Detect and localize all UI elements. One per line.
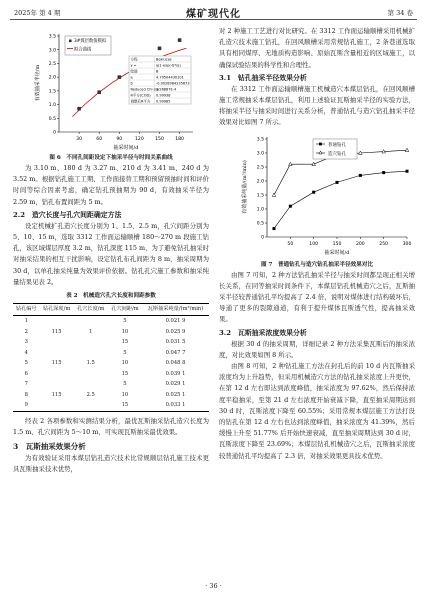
fig6-y-tick-label: 3.5 xyxy=(48,34,56,40)
table-header xyxy=(13,304,209,316)
table-cell xyxy=(74,316,108,327)
table-row xyxy=(13,379,209,390)
col-header: 瓦斯抽采纯量/(m³/min) xyxy=(142,304,209,316)
col-header: 孔穴长度/m xyxy=(74,304,108,316)
table-row xyxy=(13,369,209,380)
fig6-y-tick-label: 2.5 xyxy=(48,62,56,68)
section-heading: 2.2 造穴长度与孔穴间距确定方法 xyxy=(13,210,122,219)
table-cell xyxy=(39,379,73,390)
table-2 xyxy=(13,303,209,412)
table-cell: 0.031 5 xyxy=(165,339,186,346)
table-cell: 0.021 9 xyxy=(165,318,186,325)
fig7-y-axis-label: 有效抽采纯量/(m³/min) xyxy=(242,159,248,214)
fig7-x-axis-label: 抽采时间/d xyxy=(324,249,350,256)
fig7-x-tick-label: 250 xyxy=(379,241,389,247)
table-cell: 10 xyxy=(121,360,129,367)
fig7-point-normal xyxy=(359,174,362,177)
fig6-fit-param-value: B xyxy=(156,69,159,74)
fig6-y-axis-label: 有效抽采半径/m xyxy=(35,64,41,102)
table-cell xyxy=(74,337,108,348)
section-heading: 3 瓦斯抽采效果分析 xyxy=(13,441,86,451)
table-cell: 10 xyxy=(121,328,129,335)
paragraph: 为 3.10 m、180 d 为 3.27 m、210 d 为 3.41 m、240 d 为 3.52 m。根据钻孔施工工期、工作面接替工期和预留预抽时间和评价时间等综合因素考虑，确定钻孔预抽期为 90 d，有效抽采半径为 2.59 m，钻孔布置间距为 5 m。 xyxy=(13,164,209,206)
fig6-fit-param-name: R平方(COD) xyxy=(130,93,151,98)
paragraph: 根据 30 d 的抽采周期，详细记录 2 种方法采集瓦斯后的抽采浓度，对比效果如图 8 所示。 xyxy=(219,339,415,359)
fig7-y-tick-label: 0 xyxy=(261,235,264,241)
table-cell xyxy=(39,369,73,380)
fig7-line-normal xyxy=(274,171,407,228)
col-header: 钻孔编号 xyxy=(13,304,39,316)
figure-6-caption: 图 6 不同孔间距设定下抽采半径与时间关系曲线 xyxy=(49,155,173,161)
fig6-fit-param-name: y = xyxy=(130,63,137,68)
fig7-y-tick-label: 2.5 xyxy=(256,165,264,171)
table-cell: 15 xyxy=(121,370,129,377)
table-cell: 0.025 1 xyxy=(165,391,186,398)
fig7-point-normal xyxy=(273,227,276,230)
fig6-fit-param-value: 0.99985 xyxy=(156,99,171,104)
fig6-x-tick-label: 90 xyxy=(116,137,123,142)
table-row xyxy=(13,327,209,338)
fig7-x-tick-label: 300 xyxy=(402,241,412,247)
table-cell: 2.5 xyxy=(86,391,95,398)
fig6-data-point xyxy=(158,47,162,51)
journal-title: 煤矿现代化 xyxy=(186,9,241,20)
fig7-x-tick-label: 100 xyxy=(309,241,319,247)
issue-label: 2025年 第 4 期 xyxy=(14,9,61,17)
fig7-y-tick-label: 0.5 xyxy=(256,221,264,227)
table-cell xyxy=(74,379,108,390)
table-cell: 0.047 7 xyxy=(165,349,186,356)
table-cell: 7 xyxy=(24,381,28,388)
fig7-x-tick-label: 150 xyxy=(332,241,342,247)
table-cell: 8 xyxy=(24,391,28,398)
fig6-fit-param-value: Boxlucas xyxy=(156,57,172,62)
fig6-x-tick-label: 180 xyxy=(175,137,184,142)
table-cell xyxy=(74,348,108,359)
paragraph: 为有效验证采用本煤层钻孔造穴技术比常规顺层钻孔施工技术更具瓦斯抽采技术优势， xyxy=(13,453,209,474)
figure-7-chart xyxy=(219,129,415,260)
left-column xyxy=(13,26,209,475)
fig7-y-tick-label: 3.0 xyxy=(256,151,264,157)
fig6-data-point xyxy=(97,90,101,94)
table-2-caption: 表 2 机械造穴孔穴长度和间距参数 xyxy=(66,293,156,300)
fig6-fit-param-name: 方程 xyxy=(130,57,138,62)
table-cell xyxy=(39,400,73,411)
table-cell: 0.029 1 xyxy=(165,381,186,388)
table-cell: 1.5 xyxy=(86,360,95,367)
fig7-x-tick-label: 50 xyxy=(287,241,294,247)
fig6-fit-param-name: b xyxy=(130,81,133,86)
fig6-data-point xyxy=(77,107,81,111)
fig7-legend-normal: 普通钻孔 xyxy=(328,142,346,148)
fig7-legend-cave: 造穴钻孔 xyxy=(328,151,346,157)
table-cell: 5 xyxy=(123,349,127,356)
right-column xyxy=(219,26,415,462)
fig6-x-tick-label: 60 xyxy=(96,137,103,142)
table-cell: 5 xyxy=(123,318,127,325)
table-row xyxy=(13,316,209,327)
fig6-fit-param-value: a(1-exp(-b*x)) xyxy=(156,63,181,68)
fig6-y-tick-label: 1.0 xyxy=(48,103,56,109)
table-cell: 115 xyxy=(51,391,62,398)
table-cell: 0.033 1 xyxy=(142,400,209,411)
table-cell: 10 xyxy=(121,391,129,398)
table-cell xyxy=(39,337,73,348)
table-cell: 115 xyxy=(51,328,62,335)
table-cell xyxy=(74,369,108,380)
fig6-x-tick-label: 120 xyxy=(135,137,144,142)
paragraph: 在 3312 工作面运输顺槽施工机械造穴本煤层钻孔，在回风顺槽施工常规抽采本煤层钻孔，利用上述验证瓦斯抽采半径的实验方法，将抽采半径与抽采时间进行关系分析，普通钻孔与造穴钻孔抽采半径效果对比如图 7 所示。 xyxy=(219,84,415,127)
fig6-fit-param-name: Reduced Chi-Sqr xyxy=(130,87,160,92)
fig7-point-normal xyxy=(312,190,315,193)
fig7-y-tick-label: 2.0 xyxy=(256,179,264,185)
table-row xyxy=(13,390,209,401)
table-cell: 1 xyxy=(24,318,28,325)
fig7-y-tick-label: 1.5 xyxy=(256,193,264,199)
table-cell: 0.048 8 xyxy=(165,360,186,367)
table-cell: 115 xyxy=(51,360,62,367)
fig6-y-tick-label: 1.5 xyxy=(48,89,56,95)
fig6-data-point xyxy=(178,38,182,42)
fig7-point-normal xyxy=(336,181,339,184)
figure-7-caption: 图 7 普通钻孔与造穴钻孔抽采半径效果对比 xyxy=(260,261,374,268)
fig6-legend-sim: 3#煤层数值模拟 xyxy=(74,39,107,44)
fig6-x-tick-label: 30 xyxy=(76,137,83,142)
table-cell: 9 xyxy=(13,400,39,411)
running-header xyxy=(10,4,417,20)
table-cell: 6 xyxy=(24,370,28,377)
fig6-fit-param-value: -0.0028984235673 xyxy=(156,81,190,86)
table-row xyxy=(13,358,209,369)
paragraph: 设定机械扩孔造穴长度分别为 1、1.5、2.5 m，孔穴间距分别为 5、10、15 m，选取 3312 工作面运输顺槽 180～270 m 段施工钻孔，该区域煤层厚度 3.2 m，钻孔深度 115 m，为了避免钻孔抽采时对抽采结果的相互干扰影响，设定钻孔布孔间距为 8 m，抽采周期为 30 d，以单孔抽采纯量为效果评价依据。钻孔孔穴施工参数和抽采纯量结果见表 2。 xyxy=(13,221,209,286)
fig6-fit-param-value: 0.99938 xyxy=(156,93,171,98)
fig7-point-cave xyxy=(272,193,276,196)
fig7-point-normal xyxy=(406,169,409,172)
table-cell: 5 xyxy=(24,360,28,367)
table-cell: 5 xyxy=(123,381,127,388)
fig6-fit-param-name: a xyxy=(130,75,133,80)
table-cell: 1 xyxy=(89,328,93,335)
fig6-y-tick-label: 0.5 xyxy=(48,116,56,122)
section-heading: 3.2 瓦斯抽采浓度效果分析 xyxy=(219,328,307,337)
table-cell: 0.039 1 xyxy=(165,370,186,377)
fig6-fit-param-value: 1.26887E-4 xyxy=(156,87,177,92)
fig7-x-tick-label: 200 xyxy=(355,241,365,247)
table-cell: 15 xyxy=(108,400,142,411)
fig6-data-point xyxy=(118,75,122,79)
table-cell xyxy=(74,400,108,411)
paragraph: 经表 2 各项参数和实测结果分析，最优瓦斯抽采钻孔造穴长度为 1.5 m、孔穴间距为 5～10 m，可实现瓦斯抽采最优效果。 xyxy=(13,416,209,436)
paragraph: 由图 8 可知，2 种钻孔施工方法在封孔后的前 10 d 内瓦斯抽采浓度均为上升趋势，但采用机械造穴方法的钻孔抽采浓度上升更快，在第 12 d 左右即达到浓度峰值，抽采浓度为 97.62%，然后保持浓度平稳抽采，至第 21 d 左右浓度开始衰减下降，直至抽采周期达到 30 d 时，瓦斯浓度下降至 60.55%；采用常规本煤层施工方法打设的钻孔在第 12 d 左右也达到浓度峰值，抽采浓度为 41.39%，然后缓慢上升至 51.77% 后开始快速衰减，直至抽采周期达到 30 d 时，瓦斯浓度下降至 23.69%；本煤层钻孔机械造穴之后，瓦斯抽采浓度较普通钻孔平均提高了 2.3 倍，对抽采效果更具技术优势。 xyxy=(219,362,415,460)
fig6-fit-param-name: 调整后R平方 xyxy=(130,99,151,104)
table-cell: 4 xyxy=(24,349,28,356)
paragraph: 由图 7 可知，2 种方法钻孔抽采半径与抽采时间都呈现正相关增长关系，在同等抽采时间条件下，本煤层钻孔机械造穴之后，瓦斯抽采半径较普通钻孔平均提高了 2.4 倍，说明对煤体进行结构破坏后，导通了更多的裂隙通道，有利于提升煤体瓦斯透气性，提高抽采效果。 xyxy=(219,270,415,324)
fig6-y-tick-label: 3.0 xyxy=(48,48,56,54)
table-cell xyxy=(39,316,73,327)
fig6-y-tick-label: 0 xyxy=(53,130,56,136)
fig6-fit-param-name: 绘图 xyxy=(130,69,138,74)
fig6-x-axis-label: 抽采时间/d xyxy=(113,145,139,151)
table-cell: 2 xyxy=(24,328,28,335)
fig7-point-cave xyxy=(405,148,409,151)
fig7-point-normal xyxy=(382,171,385,174)
fig6-x-tick-label: 150 xyxy=(155,137,164,142)
table-cell: 15 xyxy=(121,339,129,346)
fig7-y-tick-label: 3.5 xyxy=(256,137,264,143)
fig6-fit-param-value: 4.70504430101 xyxy=(156,75,184,80)
paragraph: 对 2 种施工工艺进行对比研究。在 3312 工作面运输顺槽采用机械扩孔造穴技术施工钻孔，在回风顺槽采用常规钻孔施工，2 条巷道选取具有相同煤厚、无地质构造影响、原始瓦斯含量相近的区域施工，以确保试验结果的科学性和合理性。 xyxy=(219,27,415,69)
table-row xyxy=(13,337,209,348)
fig7-point-cave xyxy=(289,162,293,165)
col-header: 孔穴间距/m xyxy=(108,304,142,316)
table-row xyxy=(13,400,209,411)
table-row xyxy=(13,348,209,359)
figure-6-chart xyxy=(13,26,209,153)
table-cell: 3 xyxy=(24,339,28,346)
fig7-point-normal xyxy=(289,204,292,207)
table-cell xyxy=(39,348,73,359)
fig7-y-tick-label: 1.0 xyxy=(256,207,264,213)
volume-label: 第 34 卷 xyxy=(387,9,413,17)
table-cell: 0.025 9 xyxy=(165,328,186,335)
fig6-y-tick-label: 2.0 xyxy=(48,75,56,81)
page-number: · 36 · xyxy=(205,582,222,590)
fig6-legend-fit: 拟合曲线 xyxy=(74,47,92,53)
section-heading: 3.1 钻孔抽采半径效果分析 xyxy=(219,73,307,82)
col-header: 钻孔深度/m xyxy=(39,304,73,316)
